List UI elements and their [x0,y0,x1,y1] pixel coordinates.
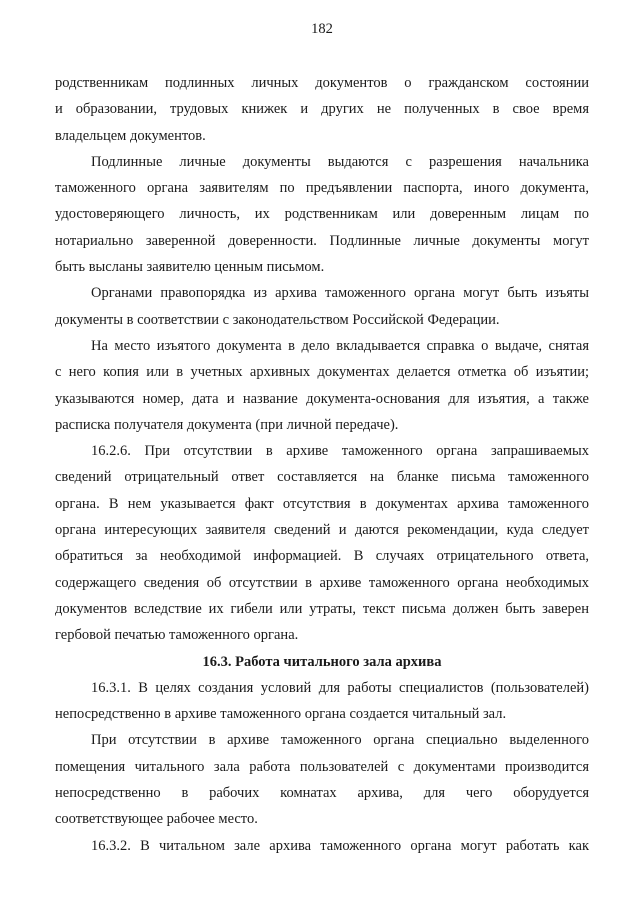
text-line: таможенного органа заявителям по предъявлении паспорта, иного документа, [55,180,589,197]
document-body [55,70,589,859]
paragraph-16-2-6 [55,438,589,648]
paragraph-16-3-2 [55,833,589,859]
text-line: быть высланы заявителю ценным письмом. [55,259,325,276]
text-line: 16.3.1. В целях создания условий для работы специалистов (пользователей) [91,679,589,696]
text-line: Органами правопорядка из архива таможенного органа могут быть изъяты [91,285,589,302]
text-line: обратиться за необходимой информацией. В случаях отрицательного ответа, [55,548,589,565]
text-line: При отсутствии в архиве таможенного органа специально выделенного [91,732,589,749]
text-line: расписка получателя документа (при личной передаче). [55,416,399,433]
section-heading-16-3: 16.3. Работа читального зала архива [202,653,442,670]
paragraph-seized-document-note [55,333,589,438]
text-line: родственникам подлинных личных документов о гражданском состоянии [55,75,589,91]
paragraph-16-3-1 [55,675,589,728]
text-line: владельцем документов. [55,127,206,144]
text-line: 16.2.6. При отсутствии в архиве таможенного органа запрашиваемых [91,443,589,460]
text-line: сведений отрицательный ответ составляется на бланке письма таможенного [55,469,589,486]
text-line: содержащего сведения об отсутствии в архиве таможенного органа необходимых [55,574,589,591]
text-line: непосредственно в архиве таможенного органа создается читальный зал. [55,706,507,723]
text-line: документы в соответствии с законодательством Российской Федерации. [55,311,500,328]
paragraph-original-documents-issue [55,149,589,280]
paragraph-continuation [55,70,589,149]
text-line: гербовой печатью таможенного органа. [55,627,299,644]
text-line: с него копия или в учетных архивных документах делается отметка об изъятии; [55,364,589,381]
text-line: органа интересующих заявителя сведений и даются рекомендации, куда следует [55,522,589,539]
text-line: 16.3.2. В читальном зале архива таможенного органа могут работать как [91,837,589,854]
text-line: удостоверяющего личность, их родственникам или доверенным лицам по [55,206,589,223]
paragraph-no-dedicated-room [55,727,589,832]
page-number: 182 [311,21,333,37]
text-line: указываются номер, дата и название документа-основания для изъятия, а также [55,390,589,407]
text-line: непосредственно в рабочих комнатах архива, для чего оборудуется [55,785,589,802]
paragraph-law-enforcement-seizure [55,280,589,333]
text-line: и образовании, трудовых книжек и других не полученных в свое время [55,101,589,118]
text-line: документов вследствие их гибели или утраты, текст письма должен быть заверен [55,600,589,617]
text-line: На место изъятого документа в дело вкладывается справка о выдаче, снятая [91,337,589,354]
text-line: органа. В нем указывается факт отсутствия в документах архива таможенного [55,495,589,512]
text-line: соответствующее рабочее место. [55,811,258,828]
text-line: Подлинные личные документы выдаются с разрешения начальника [91,153,589,170]
text-line: помещения читального зала работа пользователей с документами производится [55,758,589,775]
text-line: нотариально заверенной доверенности. Подлинные личные документы могут [55,232,589,249]
